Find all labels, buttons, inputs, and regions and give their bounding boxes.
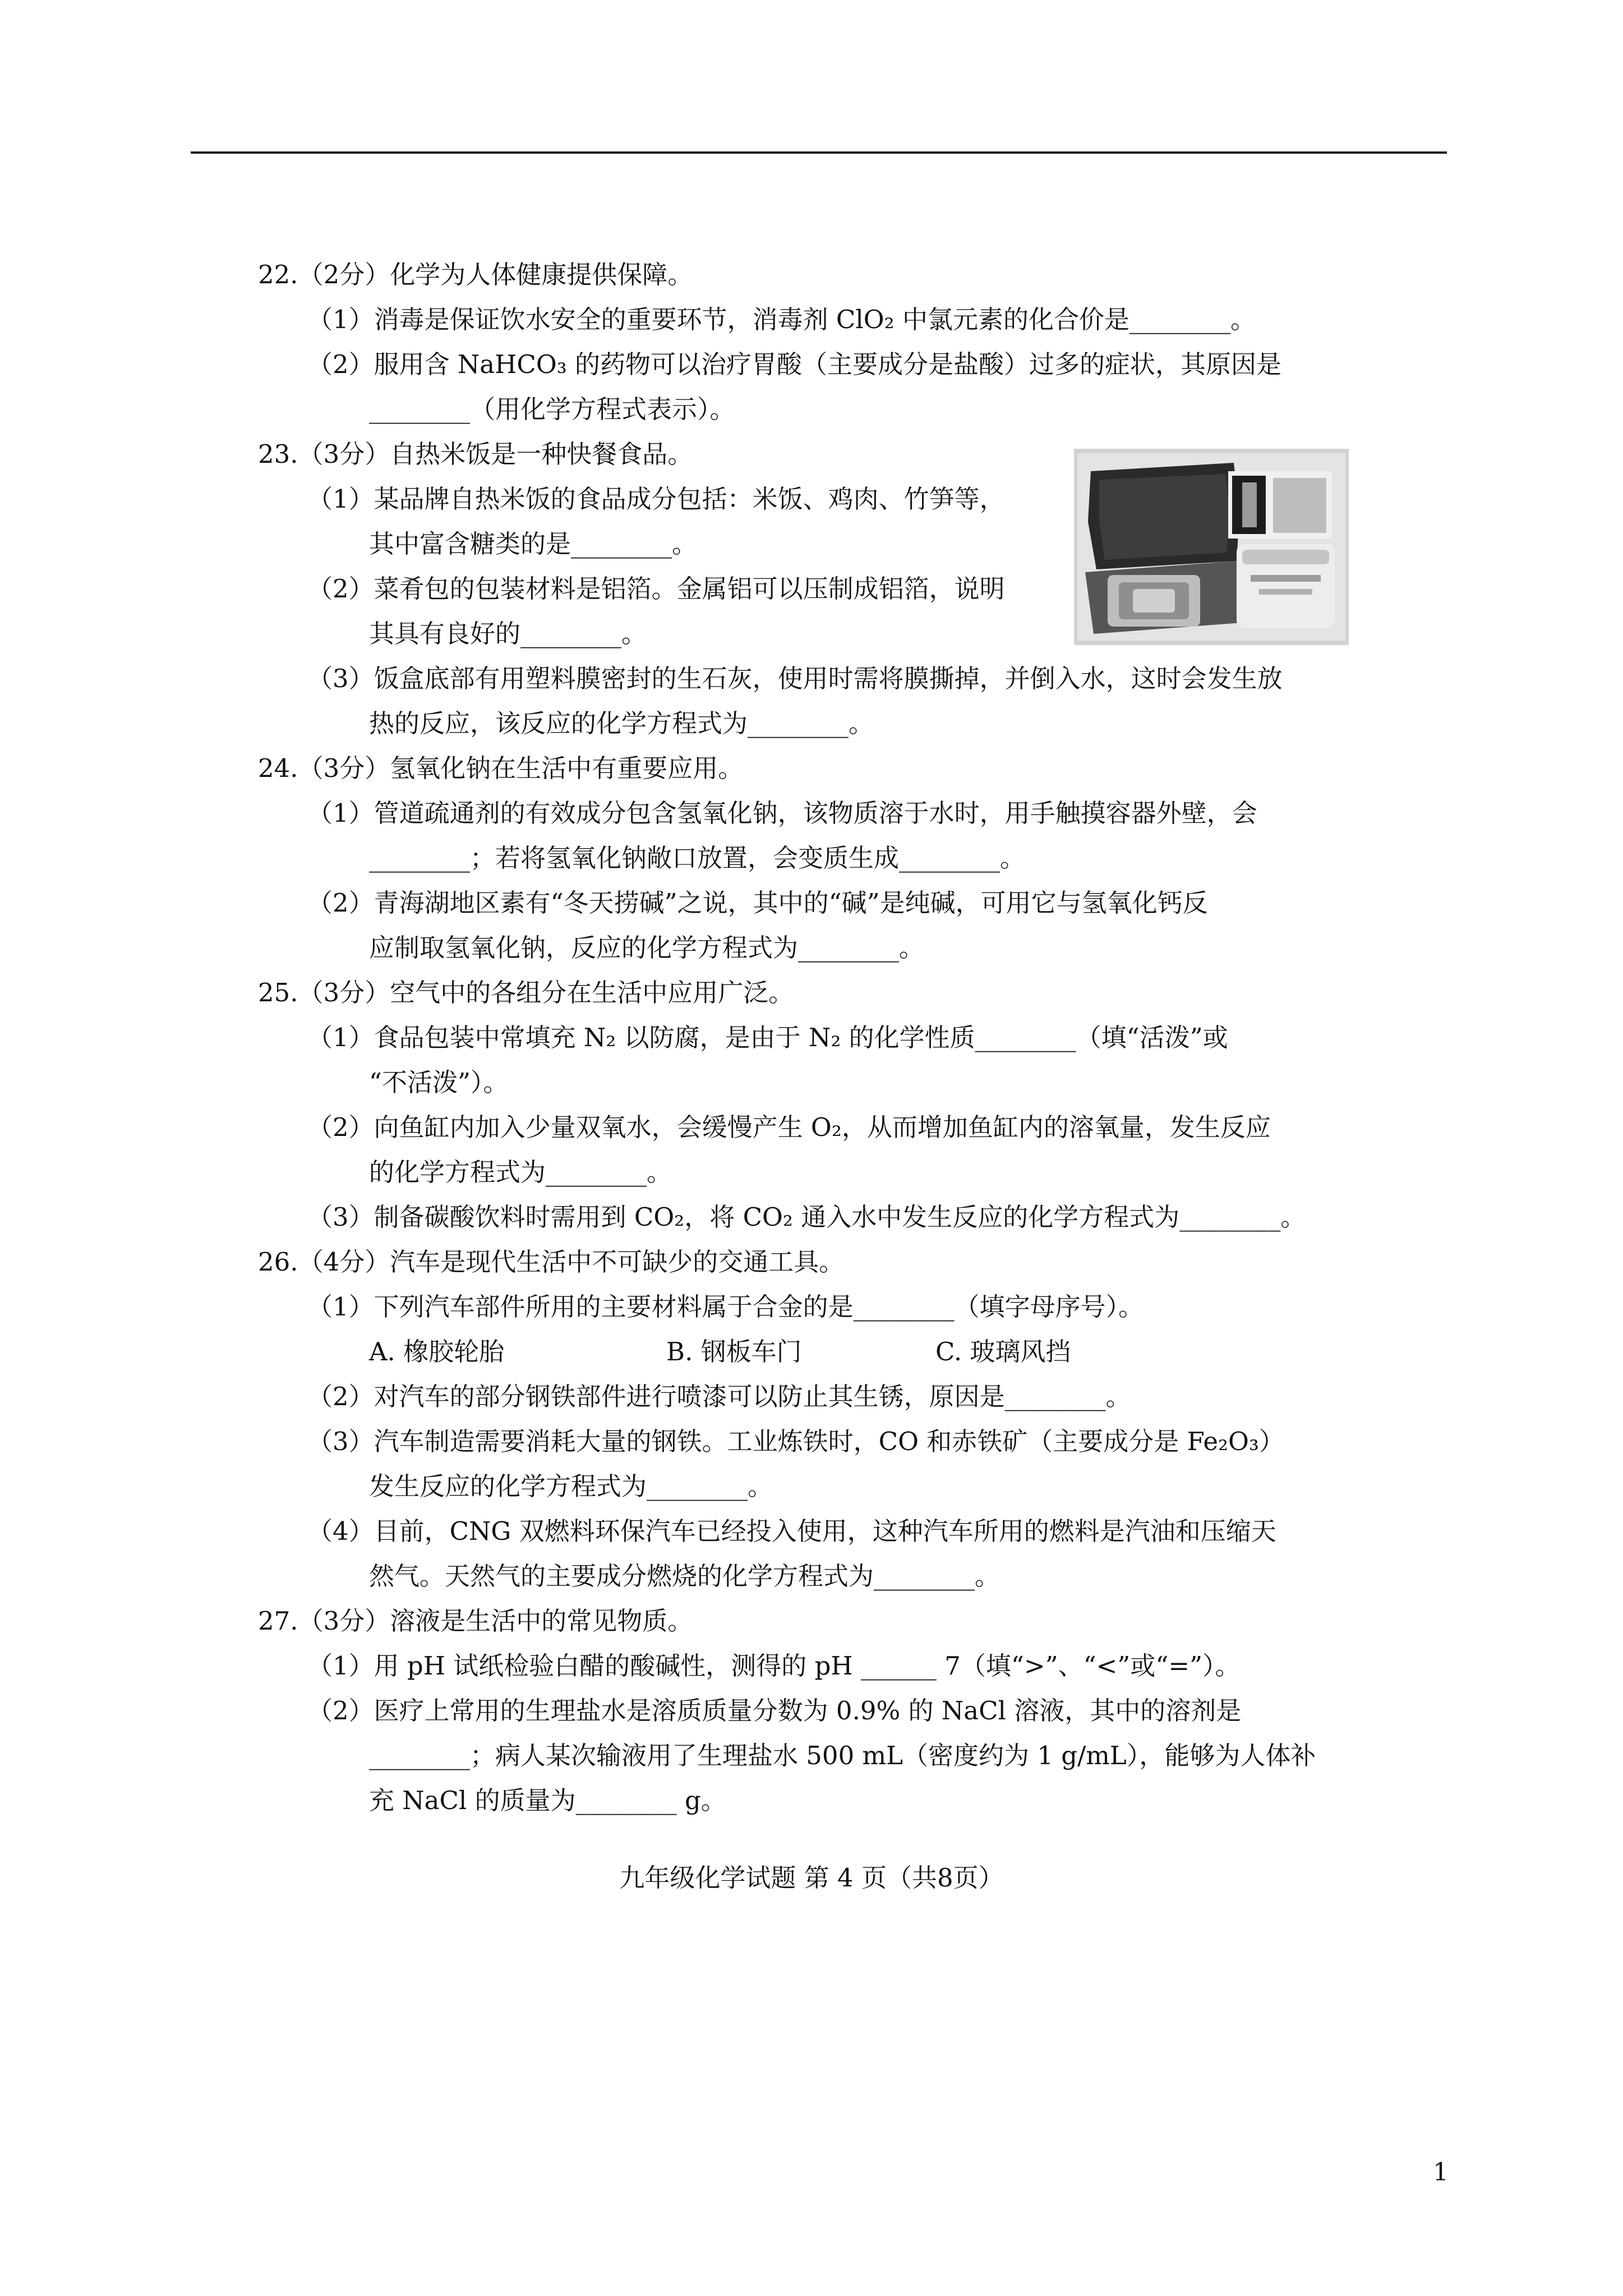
- continuation-line: 充 NaCl 的质量为________ g。: [369, 1786, 726, 1815]
- page-footer: 九年级化学试题 第 4 页（共8页）: [619, 1863, 1004, 1893]
- sub-question: （1）下列汽车部件所用的主要材料属于合金的是________（填字母序号）。: [307, 1292, 1144, 1322]
- header-rule: [191, 151, 1447, 154]
- sub-question: （2）对汽车的部分钢铁部件进行喷漆可以防止其生锈，原因是________。: [307, 1382, 1131, 1411]
- sub-question: （2）医疗上常用的生理盐水是溶质质量分数为 0.9% 的 NaCl 溶液，其中的溶剂是: [307, 1696, 1242, 1726]
- sub-question: （2）向鱼缸内加入少量双氧水，会缓慢产生 O₂，从而增加鱼缸内的溶氧量，发生反应: [307, 1112, 1271, 1142]
- question-stem: 25.（3分）空气中的各组分在生活中应用广泛。: [258, 978, 794, 1007]
- continuation-line: 其中富含糖类的是________。: [369, 529, 698, 559]
- sub-question: （1）消毒是保证饮水安全的重要环节，消毒剂 ClO₂ 中氯元素的化合价是________。: [307, 305, 1256, 334]
- question-26: [258, 1240, 1368, 1599]
- continuation-line: ________（用化学方程式表示）。: [369, 394, 735, 424]
- sub-question: （2）青海湖地区素有“冬天捞碱”之说，其中的“碱”是纯碱，可用它与氢氧化钙反: [307, 888, 1208, 918]
- option-c: C. 玻璃风挡: [935, 1337, 1071, 1366]
- option-b: B. 钢板车门: [666, 1337, 802, 1366]
- sub-question: （3）汽车制造需要消耗大量的钢铁。工业炼铁时，CO 和赤铁矿（主要成分是 Fe₂O₃）: [307, 1427, 1284, 1456]
- continuation-line: 其具有良好的________。: [369, 619, 647, 648]
- continuation-line: ________；若将氢氧化钠敞口放置，会变质生成________。: [369, 843, 1026, 873]
- question-stem: 24.（3分）氢氧化钠在生活中有重要应用。: [258, 753, 744, 783]
- self-heating-rice-photo: [1074, 449, 1349, 645]
- question-22: [258, 252, 1368, 432]
- sub-question: （4）目前，CNG 双燃料环保汽车已经投入使用，这种汽车所用的燃料是汽油和压缩天: [307, 1516, 1276, 1546]
- continuation-line: 热的反应，该反应的化学方程式为________。: [369, 708, 874, 738]
- page-number: 1: [1433, 2158, 1449, 2187]
- question-stem: 22.（2分）化学为人体健康提供保障。: [258, 260, 693, 289]
- answer-options: [258, 1329, 1368, 1374]
- sub-question: （2）服用含 NaHCO₃ 的药物可以治疗胃酸（主要成分是盐酸）过多的症状，其原因是: [307, 349, 1282, 379]
- question-stem: 23.（3分）自热米饭是一种快餐食品。: [258, 439, 693, 469]
- sub-question: （3）制备碳酸饮料时需用到 CO₂，将 CO₂ 通入水中发生反应的化学方程式为________。: [307, 1202, 1306, 1232]
- question-stem: 27.（3分）溶液是生活中的常见物质。: [258, 1606, 693, 1636]
- option-a: A. 橡胶轮胎: [369, 1337, 505, 1366]
- sub-question: （1）管道疏通剂的有效成分包含氢氧化钠，该物质溶于水时，用手触摸容器外壁，会: [307, 798, 1257, 828]
- question-24: [258, 746, 1368, 970]
- sub-question: （1）某品牌自热米饭的食品成分包括：米饭、鸡肉、竹笋等，: [307, 484, 1005, 514]
- sub-question: （1）食品包装中常填充 N₂ 以防腐，是由于 N₂ 的化学性质________（填“活泼”或: [307, 1023, 1228, 1052]
- sub-question: （3）饭盒底部有用塑料膜密封的生石灰，使用时需将膜撕掉，并倒入水，这时会发生放: [307, 664, 1283, 693]
- continuation-line: 然气。天然气的主要成分燃烧的化学方程式为________。: [369, 1561, 1000, 1591]
- sub-question: （2）菜肴包的包装材料是铝箔。金属铝可以压制成铝箔，说明: [307, 574, 1005, 604]
- continuation-line: ________；病人某次输液用了生理盐水 500 mL（密度约为 1 g/mL），能够为人体补: [369, 1741, 1316, 1770]
- continuation-line: 发生反应的化学方程式为________。: [369, 1471, 773, 1501]
- question-stem: 26.（4分）汽车是现代生活中不可缺少的交通工具。: [258, 1247, 845, 1277]
- continuation-line: 的化学方程式为________。: [369, 1157, 672, 1187]
- continuation-line: 应制取氢氧化钠，反应的化学方程式为________。: [369, 933, 925, 963]
- continuation-line: “不活泼”）。: [369, 1068, 509, 1097]
- sub-question: （1）用 pH 试纸检验白醋的酸碱性，测得的 pH ______ 7（填“>”、“<”或“=”）。: [307, 1651, 1241, 1681]
- question-25: [258, 970, 1368, 1240]
- question-27: [258, 1599, 1368, 1823]
